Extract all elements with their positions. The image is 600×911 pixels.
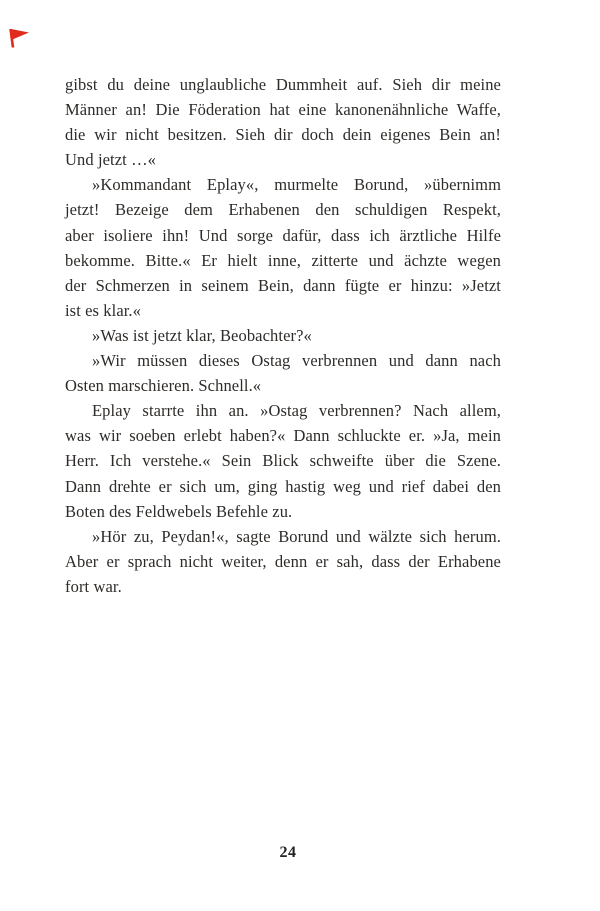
text-line: gibst du deine unglaubliche Dummheit auf. Sieh dir meine: [65, 75, 501, 94]
flag-pennant: [11, 29, 29, 40]
text-line: Aber er sprach nicht weiter, denn er sah, dass der Erhabene: [65, 551, 501, 571]
bookmark-flag-icon: [8, 28, 30, 48]
text-line: Eplay starrte ihn an. »Ostag verbrennen? Nach allem,: [92, 401, 501, 421]
text-line: Männer an! Die Föderation hat eine kanonenähnliche Waffe,: [65, 100, 501, 120]
text-line: fort war.: [65, 576, 122, 596]
text-line: aber isoliere ihn! Und sorge dafür, dass ich ärztliche Hilfe: [65, 225, 501, 245]
text-line: Dann drehte er sich um, ging hastig weg und rief dabei den: [65, 476, 501, 496]
text-block: [65, 72, 501, 599]
text-line: die wir nicht besitzen. Sieh dir doch dein eigenes Bein an!: [65, 125, 501, 145]
text-line: Boten des Feldwebels Befehle zu.: [65, 501, 293, 521]
text-line: bekomme. Bitte.« Er hielt inne, zitterte und ächzte wegen: [65, 250, 501, 270]
page-number: 24: [279, 844, 297, 861]
text-line: »Hör zu, Peydan!«, sagte Borund und wälzte sich herum.: [92, 526, 501, 546]
text-line: Und jetzt …«: [65, 150, 157, 170]
text-line: der Schmerzen in seinem Bein, dann fügte er hinzu: »Jetzt: [65, 275, 501, 295]
text-line: jetzt! Bezeige dem Erhabenen den schuldigen Respekt,: [65, 200, 501, 220]
text-line: was wir soeben erlebt haben?« Dann schluckte er. »Ja, mein: [65, 426, 501, 446]
text-line: »Kommandant Eplay«, murmelte Borund, »übernimm: [92, 175, 501, 195]
text-line: Osten marschieren. Schnell.«: [65, 376, 262, 396]
text-line: ist es klar.«: [65, 300, 142, 320]
text-line: »Was ist jetzt klar, Beobachter?«: [92, 325, 312, 345]
text-line: »Wir müssen dieses Ostag verbrennen und dann nach: [92, 351, 501, 371]
text-line: Herr. Ich verstehe.« Sein Blick schweifte über die Szene.: [65, 451, 501, 471]
